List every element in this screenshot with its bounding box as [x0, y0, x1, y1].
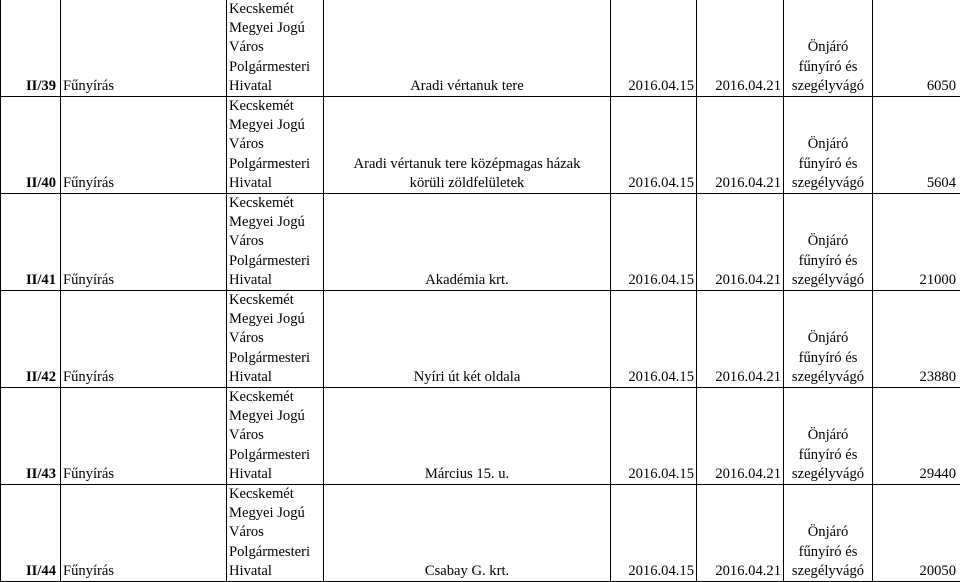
row-office-line: Polgármesteri [229, 543, 321, 562]
row-task-type: Fűnyírás [61, 388, 227, 485]
row-office [227, 388, 324, 485]
row-machine-line: fűnyíró és [786, 446, 870, 465]
row-location [324, 0, 611, 97]
row-location [324, 97, 611, 194]
row-start-date: 2016.04.15 [611, 485, 697, 582]
row-office-line: Megyei Jogú [229, 407, 321, 426]
row-office [227, 194, 324, 291]
row-office-line: Város [229, 329, 321, 348]
row-office-line: Megyei Jogú [229, 310, 321, 329]
row-machine [784, 388, 873, 485]
row-machine-line: fűnyíró és [786, 155, 870, 174]
row-office-line: Hivatal [229, 562, 321, 581]
row-office-line: Megyei Jogú [229, 19, 321, 38]
row-start-date: 2016.04.15 [611, 194, 697, 291]
row-machine-line: Önjáró [786, 426, 870, 445]
row-code: II/39 [1, 0, 61, 97]
row-machine-line: fűnyíró és [786, 543, 870, 562]
row-code: II/44 [1, 485, 61, 582]
row-start-date: 2016.04.15 [611, 97, 697, 194]
row-task-type: Fűnyírás [61, 97, 227, 194]
row-office-line: Város [229, 232, 321, 251]
row-start-date: 2016.04.15 [611, 0, 697, 97]
table-row [1, 194, 960, 291]
row-end-date: 2016.04.21 [697, 485, 784, 582]
row-machine [784, 291, 873, 388]
row-office-line: Város [229, 426, 321, 445]
row-area: 6050 [873, 0, 960, 97]
row-office-line: Megyei Jogú [229, 213, 321, 232]
row-machine-line: Önjáró [786, 329, 870, 348]
row-office-line: Kecskemét [229, 485, 321, 504]
row-area: 23880 [873, 291, 960, 388]
row-office-line: Hivatal [229, 271, 321, 290]
row-office-line: Polgármesteri [229, 252, 321, 271]
row-office-line: Kecskemét [229, 97, 321, 116]
row-machine-line: fűnyíró és [786, 252, 870, 271]
row-end-date: 2016.04.21 [697, 97, 784, 194]
row-location-line: Akadémia krt. [326, 271, 608, 290]
row-location-line: Aradi vértanuk tere [326, 77, 608, 96]
row-location-line: Csabay G. krt. [326, 562, 608, 581]
row-task-type: Fűnyírás [61, 0, 227, 97]
row-machine-line: fűnyíró és [786, 349, 870, 368]
row-machine-line: Önjáró [786, 232, 870, 251]
row-machine-line: szegélyvágó [786, 562, 870, 581]
row-office-line: Polgármesteri [229, 58, 321, 77]
row-code: II/43 [1, 388, 61, 485]
row-location-line: körüli zöldfelületek [326, 174, 608, 193]
row-machine-line: Önjáró [786, 135, 870, 154]
row-end-date: 2016.04.21 [697, 291, 784, 388]
row-office-line: Polgármesteri [229, 155, 321, 174]
row-machine-line: szegélyvágó [786, 368, 870, 387]
row-office-line: Kecskemét [229, 194, 321, 213]
row-machine-line: Önjáró [786, 38, 870, 57]
row-code: II/42 [1, 291, 61, 388]
row-office-line: Hivatal [229, 174, 321, 193]
row-office-line: Megyei Jogú [229, 504, 321, 523]
row-office [227, 485, 324, 582]
row-machine [784, 485, 873, 582]
row-office-line: Hivatal [229, 465, 321, 484]
row-office-line: Város [229, 135, 321, 154]
row-machine [784, 194, 873, 291]
row-end-date: 2016.04.21 [697, 388, 784, 485]
table-row [1, 485, 960, 582]
row-machine [784, 97, 873, 194]
row-machine-line: szegélyvágó [786, 271, 870, 290]
table-row [1, 0, 960, 97]
row-office-line: Kecskemét [229, 0, 321, 19]
row-location [324, 194, 611, 291]
row-office [227, 291, 324, 388]
row-office-line: Hivatal [229, 77, 321, 96]
row-code: II/40 [1, 97, 61, 194]
row-machine-line: Önjáró [786, 523, 870, 542]
row-office-line: Megyei Jogú [229, 116, 321, 135]
table-row [1, 388, 960, 485]
row-area: 29440 [873, 388, 960, 485]
row-machine [784, 0, 873, 97]
row-location [324, 485, 611, 582]
row-task-type: Fűnyírás [61, 291, 227, 388]
row-office-line: Hivatal [229, 368, 321, 387]
row-end-date: 2016.04.21 [697, 0, 784, 97]
row-end-date: 2016.04.21 [697, 194, 784, 291]
row-start-date: 2016.04.15 [611, 291, 697, 388]
row-office-line: Kecskemét [229, 291, 321, 310]
row-office [227, 0, 324, 97]
row-location [324, 388, 611, 485]
row-start-date: 2016.04.15 [611, 388, 697, 485]
row-location-line: Aradi vértanuk tere középmagas házak [326, 155, 608, 174]
row-office [227, 97, 324, 194]
row-machine-line: szegélyvágó [786, 77, 870, 96]
row-office-line: Város [229, 523, 321, 542]
row-location-line: Március 15. u. [326, 465, 608, 484]
row-task-type: Fűnyírás [61, 485, 227, 582]
row-office-line: Város [229, 38, 321, 57]
row-machine-line: szegélyvágó [786, 174, 870, 193]
table-row [1, 291, 960, 388]
row-area: 20050 [873, 485, 960, 582]
row-location [324, 291, 611, 388]
row-task-type: Fűnyírás [61, 194, 227, 291]
row-office-line: Polgármesteri [229, 349, 321, 368]
row-office-line: Kecskemét [229, 388, 321, 407]
row-area: 5604 [873, 97, 960, 194]
row-location-line: Nyíri út két oldala [326, 368, 608, 387]
row-code: II/41 [1, 194, 61, 291]
row-office-line: Polgármesteri [229, 446, 321, 465]
row-machine-line: fűnyíró és [786, 58, 870, 77]
table-row [1, 97, 960, 194]
row-machine-line: szegélyvágó [786, 465, 870, 484]
row-area: 21000 [873, 194, 960, 291]
